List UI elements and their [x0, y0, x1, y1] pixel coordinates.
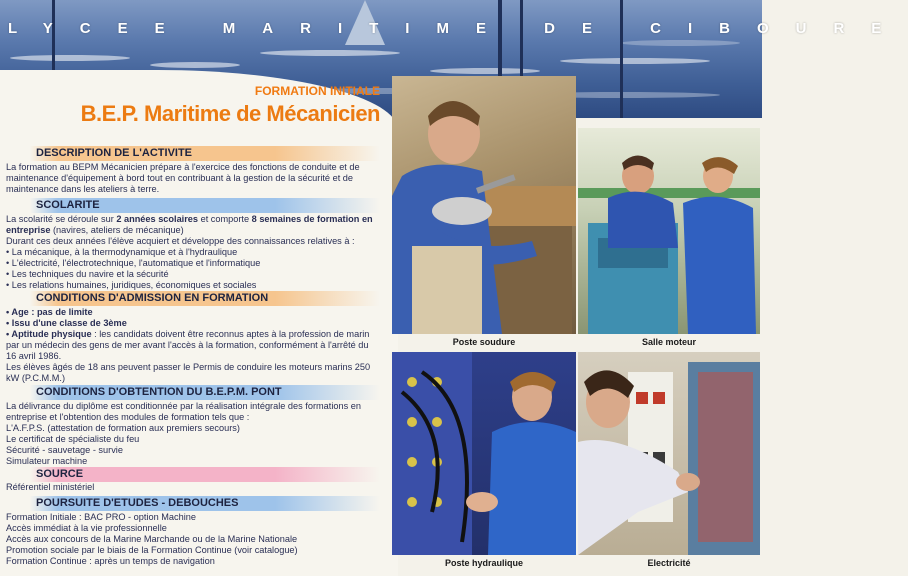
description-text: La formation au BEPM Mécanicien prépare à l'exercice des fonctions de conduite et de maintenance d'équipement à bord tout en contribuant à la gestion de la sécurité et de maintenance dans les ateliers à terre. [6, 162, 360, 194]
caption-poste-hydraulique: Poste hydraulique [444, 558, 524, 568]
section-header-admission: CONDITIONS D'ADMISSION EN FORMATION [20, 291, 380, 306]
section-header-poursuite: POURSUITE D'ETUDES - DEBOUCHES [20, 496, 380, 511]
caption-poste-soudure: Poste soudure [452, 337, 516, 347]
caption-electricite: Electricité [647, 558, 691, 568]
photo-poste-soudure [392, 76, 576, 334]
photo-poste-hydraulique [392, 352, 576, 555]
section-header-source: SOURCE [20, 467, 380, 482]
photo-salle-moteur [578, 128, 760, 334]
photo-electricite [578, 352, 760, 555]
section-header-scolarite: SCOLARITE [20, 198, 380, 213]
school-name: LYCEE MARITIME DE CIBOURE [8, 20, 908, 37]
source-text: Référentiel ministériel [6, 482, 95, 492]
formation-subtitle: FORMATION INITIALE [254, 84, 380, 98]
scolarite-text: La scolarité se déroule sur 2 années scolaires et comporte 8 semaines de formation en entreprise (navires, ateliers de mécanique) Durant ces deux années l'élève acquiert et développe des connaissances relatives à : • La mécanique, à la thermodynamique et à l'hydraulique • L'électricité, l'électrotechnique, l'automatique et l'informatique • Les techniques du navire et la sécurité • Les relations humaines, juridiques, économiques et sociales [6, 214, 373, 290]
section-header-obtention: CONDITIONS D'OBTENTION DU B.E.P.M. PONT [20, 385, 380, 400]
admission-text: • Age : pas de limite • Issu d'une classe de 3ème • Aptitude physique : les candidats doivent être reconnus aptes à la profession de marin par un médecin des gens de mer avant l'accès à la formation, conformément à l'arrêté du 16 avril 1986. Les élèves âgés de 18 ans peuvent passer le Permis de conduire les moteurs marins 250 kW (P.C.M.M.) [6, 307, 371, 383]
caption-salle-moteur: Salle moteur [641, 337, 697, 347]
section-header-description: DESCRIPTION DE L'ACTIVITE [20, 146, 380, 161]
page-title: B.E.P. Maritime de Mécanicien [80, 101, 380, 126]
poursuite-text: Formation Initiale : BAC PRO - option Machine Accès immédiat à la vie professionnelle Accès aux concours de la Marine Marchande ou de la Marine Nationale Promotion sociale par le biais de la Formation Continue (voir catalogue) Formation Continue : après un temps de navigation [6, 512, 298, 566]
obtention-text: La délivrance du diplôme est conditionnée par la réalisation intégrale des formations en entreprise et l'obtention des modules de formation tels que : L'A.F.P.S. (attestation de formation aux premiers secours) Le certificat de spécialiste du feu Sécurité - sauvetage - survie Simulateur machine [6, 401, 361, 466]
